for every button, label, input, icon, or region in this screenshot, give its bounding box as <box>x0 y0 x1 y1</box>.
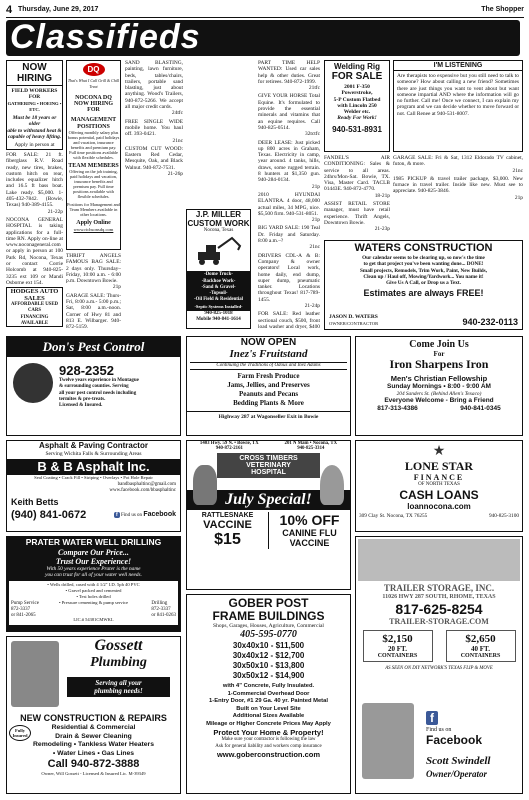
owner-title: Owner/Operator <box>426 769 488 779</box>
gober-title: FRAME BUILDINGS <box>212 609 325 623</box>
pest-phone: 928-2352 <box>59 363 114 378</box>
prater-phone: or 841-0263 <box>151 613 176 619</box>
jp-city: Nocona, Texas <box>203 228 234 233</box>
gober-line: Protect Your Home & Property! <box>213 728 324 738</box>
plumber-photo <box>11 641 59 707</box>
gossett-service: Residential & Commercial <box>51 724 136 731</box>
prater-tagline: Trust Our Experience! <box>55 557 132 566</box>
inez-line: Bedding Plants & More <box>233 399 304 408</box>
container-size: 20 FT. <box>388 645 407 653</box>
trailer-address: 11026 HWY 287 SOUTH, RHOME, TEXAS <box>382 594 496 600</box>
waters-construction-ad <box>324 240 523 330</box>
page-date: Thursday, June 29, 2017 <box>18 6 99 13</box>
gober-phone: 405-595-0770 <box>240 629 297 641</box>
deer-lease-ad: DEER LEASE: Just picked up 800 acres in Graham, Texas. Electricity in camp, year around. 4 tanks, hills, draws, some rugged terrain. 8 hunters at $1,350 gun. 940-284-0134. <box>258 139 320 184</box>
pest-line: Twelve years experience in Montague <box>59 378 139 383</box>
inez-line: Jams, Jellies, and Preserves <box>227 381 310 390</box>
iron-line: For <box>433 350 445 358</box>
parttime-ad: PART TIME HELP WANTED: Used car sales help & other duties. Great for retirees. 940-872-1999. <box>258 60 320 85</box>
iron-phone: 817-313-4386 <box>377 405 418 413</box>
pest-line: all your pest control needs including <box>59 390 137 396</box>
waters-line: Give Us A Call, or Drop us a Text. <box>386 280 461 287</box>
classifieds-banner <box>6 20 520 56</box>
dq-text: Offering on the job training, paid holidays and vacation, insurance benefits and premium pay. Full time positions available with flexible schedules. <box>69 169 118 200</box>
vet-price: $15 <box>214 531 241 548</box>
forsale-ad: FOR SALE: 21 ft. fiberglass R.V. Road ready, new tires, brakes, custom hitch on rear, includes equalizer hitch and 16.5 ft bass boat. Lake ready. $5,000. 1-405-432-7842. (Bowie, Texas) 940-389-4155. <box>6 152 63 209</box>
facebook-icon: f <box>116 512 118 518</box>
gober-post-frame-ad <box>186 594 351 794</box>
column-3-classifieds <box>125 60 183 184</box>
gober-line: Make sure your contractor is following the law <box>221 737 316 743</box>
bb-asphalt-ad <box>6 440 181 532</box>
jp-service: -Backhoe Work- <box>201 278 236 284</box>
iron-line: Come Join Us <box>409 339 469 350</box>
dq-tagline: That's What I Call Grill & Chill Treat <box>67 78 120 90</box>
gober-line: 1-Entry Door, #1 29 Ga. 40 yr. Painted Metal <box>209 698 328 705</box>
jp-phone: 940-825-1018 <box>204 311 233 317</box>
hiring-line: GATHERING • HOEING • ETC. <box>7 100 62 112</box>
container-label: CONTAINERS <box>460 653 501 659</box>
welding-line: Ready For Work! <box>337 115 377 122</box>
dq-url[interactable]: www.richsonsdq.com <box>73 226 114 232</box>
gossett-phone: Call 940-872-3888 <box>47 758 140 770</box>
fb-label: Find us on <box>426 727 452 733</box>
lone-star-finance-ad <box>355 440 523 532</box>
ad-code: 21nc <box>309 244 320 251</box>
ad-code: 21-23p <box>374 226 390 233</box>
prater-text: you can trust for all of your water well needs. <box>45 572 142 579</box>
ad-code: 18-21p <box>374 192 390 199</box>
prater-phone: 872-3337 <box>11 606 31 612</box>
dq-heading: NOCONA DQ <box>75 94 112 101</box>
ad-code: 21tfc <box>308 85 320 92</box>
lonestar-title: LONE STAR <box>404 459 474 473</box>
ad-code: 21p <box>311 217 320 224</box>
dq-heading: TEAM MEMBERS <box>68 163 119 170</box>
lonestar-cash: CASH LOANS <box>399 488 479 503</box>
facebook-icon: f <box>426 711 438 725</box>
ad-code: 21-22p <box>47 208 63 215</box>
trailer-title: TRAILER STORAGE, INC. <box>383 583 495 593</box>
inez-line: Farm Fresh Produce <box>237 372 300 381</box>
hiring-line: Must be 18 years or older <box>12 115 57 128</box>
pest-line: & surrounding counties. Serving <box>59 384 129 390</box>
gossett-tagline: Serving all your <box>95 679 142 687</box>
asphalt-title: Asphalt & Paving Contractor <box>39 441 148 450</box>
welding-line: 5-P Custom Flatbed <box>333 96 381 103</box>
container-photo <box>358 539 520 581</box>
hiring-line: FIELD WORKERS FOR <box>11 88 58 101</box>
asphalt-services: Seal Coating • Crack Fill • Striping • Overlays • Pot Hole Repair <box>34 475 153 481</box>
iron-line: Men's Christian Fellowship <box>390 374 488 383</box>
horse-ad: GIVE YOUR HORSE Total Equine. It's formulated to provide the essential minerals and vitamins that an equine requires. Call 940-825-0514. <box>258 93 320 131</box>
lonestar-phone: 940-825-3100 <box>488 513 519 520</box>
backhoe-icon <box>194 234 244 266</box>
dq-text: Positions for Management and Team Members available in other locations. <box>67 202 120 218</box>
vet-phone: 940-825-3314 <box>297 446 325 451</box>
gossett-headline: NEW CONSTRUCTION & REPAIRS <box>20 713 167 723</box>
jp-title: CUSTOM WORK <box>187 219 250 228</box>
ad-code: 21p <box>514 194 523 201</box>
vet-name: CROSS TIMBERS <box>239 455 298 462</box>
iron-line: Sunday Mornings • 8:00 - 9:00 AM <box>387 383 491 390</box>
hiring-line: Apply in person at <box>14 142 55 149</box>
ad-code: 21-24p <box>304 302 320 309</box>
hodges-line: FINANCING AVAILABLE <box>20 314 49 326</box>
waters-owner-title: OWNER/CONTRACTOR <box>329 320 379 326</box>
vet-offer: RATTLESNAKE <box>201 512 254 519</box>
gossett-service: Drain & Sewer Cleaning <box>55 732 132 740</box>
now-hiring-title: NOW HIRING <box>7 61 62 86</box>
dq-text: Offering monthly salary plus bonus potential, paid holidays and vacation, insurance benefits and premium pay. Full time positions available with flexible schedules. <box>67 130 120 161</box>
column-2-classifieds <box>66 253 121 329</box>
column-1-classifieds <box>6 152 63 284</box>
banner-title: Classifieds <box>10 18 201 56</box>
gossett-service: • Water Lines • Gas Lines <box>52 749 135 757</box>
gober-size: 30x50x10 - $13,800 <box>232 661 305 671</box>
ad-code: 21nc <box>512 167 523 174</box>
pest-title: Don's Pest Control <box>7 337 180 357</box>
jp-service: -Sand & Gravel- <box>201 284 236 290</box>
waters-line: Clean up / Haul off, Mowing/Yardwork... You name it! <box>363 273 484 280</box>
ad-code: 21p <box>112 284 121 291</box>
waters-line: Our calendar seems to be clearing up, so now's the time <box>362 255 485 261</box>
hiring-line: capable of heavy lifting. <box>7 134 62 141</box>
welding-title: Welding Rig <box>333 62 381 71</box>
welding-line: 2001 F-350 <box>344 84 370 90</box>
prater-tagline: Compare Our Price... <box>58 548 129 557</box>
page-header <box>6 4 524 18</box>
asphalt-contact: Keith Betts <box>11 497 59 507</box>
couch-ad: FOR SALE: Red leather sectional couch, $500, front load washer and dryer, $400 <box>258 311 320 330</box>
iron-sharpens-ad <box>355 336 523 436</box>
ad-code: 24tfc <box>171 110 183 117</box>
listening-title: I'M LISTENING <box>394 61 522 71</box>
gober-line: Ask for general liability and workers comp insurance <box>215 743 322 749</box>
dq-heading: POSITIONS <box>77 123 110 130</box>
yard-sale-ad: BIG YARD SALE: 190 Teal Dr. Friday and Saturday. 8:00 a.m.–? <box>258 225 320 245</box>
page-number: 4 <box>6 4 13 16</box>
gossett-plumbing-ad <box>6 636 181 794</box>
pest-line: termites & pre-treats. <box>59 396 106 402</box>
column-3-spacer <box>125 186 183 216</box>
hodges-auto-ad <box>6 287 63 327</box>
lonestar-url[interactable]: loannocona.com <box>407 502 471 512</box>
gober-title: GOBER POST <box>228 596 309 610</box>
trailer-url[interactable]: TRAILER-STORAGE.COM <box>389 617 489 626</box>
welding-line: Welder etc. <box>343 109 371 116</box>
ad-code: 21p <box>311 183 320 190</box>
prater-bullet: • Pressure cementing & pump service <box>58 600 129 606</box>
gober-line: Additional Sizes Available <box>232 713 305 720</box>
vet-discount: 10% OFF <box>279 512 340 528</box>
vet-offer: VACCINE <box>203 519 252 531</box>
iron-phone: 940-841-0345 <box>460 405 501 413</box>
vet-name: VETERINARY <box>246 462 291 469</box>
lonestar-sub: OF NORTH TEXAS <box>418 482 460 487</box>
iron-line: 204 Sanders St. (Behind Allen's Texaco) <box>396 391 482 397</box>
gober-url[interactable]: www.goberconstruction.com <box>216 749 321 759</box>
lonestar-sub: FINANCE <box>413 473 465 482</box>
jp-phone: Mobile 940-841-1614 <box>196 317 241 323</box>
vet-offer: VACCINE <box>289 538 330 548</box>
ad-code: 21nc <box>172 137 183 144</box>
column-6-classifieds <box>324 155 390 237</box>
drivers-ad: DRIVERS CDL-A & B: Company & owner operators! Local work, home daily, end dump, super dump, pneumatic tanker. Locations throughout Texas! 817-789-1455. <box>258 252 320 303</box>
fb-label: Facebook <box>143 511 176 518</box>
star-icon: ★ <box>432 444 446 459</box>
asphalt-fb-url[interactable]: www.facebook.com/bbasphaltinc <box>109 487 176 493</box>
waters-owner: JASON D. WATERS <box>329 313 378 320</box>
gober-line: Mileage or Higher Concrete Prices May Apply <box>206 720 331 727</box>
gober-line: 1-Commercial Overhead Door <box>227 690 310 697</box>
cat-icon <box>320 465 344 505</box>
prater-service: Pump Service <box>11 600 39 606</box>
asphalt-phone: (940) 841-0672 <box>11 509 87 521</box>
hodges-title: HODGES AUTO SALES <box>10 288 59 302</box>
pest-line: Licensed & Insured. <box>59 403 103 409</box>
waters-title: WATERS CONSTRUCTION <box>354 242 493 254</box>
gossett-license: Owner, Will Gossett - Licensed & Insured Lic. M-39349 <box>41 771 146 776</box>
vet-name: HOSPITAL <box>251 469 286 476</box>
asphalt-sub: Serving Wichita Falls & Surrounding Areas <box>45 451 142 457</box>
container-size: 40 FT. <box>471 645 490 653</box>
container-label: CONTAINERS <box>377 653 418 659</box>
vet-offer: CANINE FLU <box>282 528 337 538</box>
welding-line: Powerstroke, <box>341 90 373 97</box>
garage-ad: GARAGE SALE: Thurs-Fri, 8:00 a.m.- 5:00 p.m.; Sat, 8:00 a.m.-noon. Corner of Hwy 81 and 813 E. Wilbarger. 940-872-5159. <box>66 292 121 329</box>
dq-heading: MANAGEMENT <box>70 117 117 124</box>
nocona-dq-ad <box>66 60 121 250</box>
owner-name: Scott Swindell <box>426 755 491 767</box>
iron-line: Everyone Welcome - Bring a Friend <box>384 397 494 405</box>
sandblasting-ad: SAND BLASTING, painting, lawn furniture, beds, tables/chairs, trailers, portable sand blasting, just about anything. Wood's Trailers, 940-872-5266. We accept all major credit cards. <box>125 60 183 111</box>
jp-title: J.P. MILLER <box>195 210 242 219</box>
jp-service: -Topsoil- <box>209 291 228 297</box>
ad-code: 32tctfc <box>305 131 320 138</box>
gossett-title: Gossett <box>94 637 143 654</box>
hiring-line <box>7 149 62 150</box>
prater-title: PRATER WATER WELL DRILLING <box>25 537 162 547</box>
pickup-ad: 1985 PICKUP & travel trailer package, $3,000. New furnace in travel trailer. Inside like new. Must see to appreciate. 940-825-3846. <box>393 175 523 195</box>
owner-photo <box>362 703 414 779</box>
garage-sale-ad: GARAGE SALE: Fri & Sat, 1312 Eldorado TV cabinet, futon, & more. <box>393 155 523 168</box>
fandel-ad: FANDEL'S AIR CONDITIONING: Sales & service to all areas. 24hrs/Mon-Sat. Bowie, TX. Visa, Master Card. TACLB 01443E. 940-872-4770. <box>324 155 390 193</box>
gossett-title: Plumbing <box>90 655 147 670</box>
vet-phone: 940-872-2161 <box>215 446 243 451</box>
custom-wood-ad: CUSTOM CUT WOOD: Eastern Red Cedar, Mesquite, Oak, and Black Walnut. 940-872-7531. <box>125 145 183 171</box>
inez-sub: Continuing the Traditions of Odous and Inez Adams <box>190 362 347 370</box>
trailer-seen-on: AS SEEN ON DIY NETWORK'S TEXAS FLIP & MOVE <box>385 666 493 671</box>
gober-size: 30x40x12 - $12,700 <box>232 651 305 661</box>
inez-open: NOW OPEN <box>240 337 297 348</box>
fb-label: Facebook <box>426 733 483 748</box>
inez-title: Inez's Fruitstand <box>229 348 308 360</box>
dog-icon <box>193 465 217 505</box>
welding-title: FOR SALE <box>331 71 383 82</box>
inez-fruitstand-ad <box>186 336 351 436</box>
dq-heading: NOW HIRING FOR <box>73 100 114 114</box>
ad-code: 21-26p <box>167 171 183 178</box>
iron-title: Iron Sharpens Iron <box>389 357 489 371</box>
dons-pest-ad <box>6 336 181 436</box>
dq-logo: DQ <box>83 63 105 76</box>
nocona-hospital-ad: NOCONA GENERAL HOSPITAL is taking applications for a full-time RN. Apply on-line at www.noconageneral.com or apply in person at 100 Park Rd, Nocona, Texas or contact Corrie Holcomb at 940-825-3235 ext 109 or Mandi Osborne ext 154. <box>6 216 63 284</box>
now-hiring-ad <box>6 60 63 150</box>
mobile-home-ad: FREE SINGLE WIDE mobile home. You haul off. 393-0421. <box>125 118 183 138</box>
gober-size: 30x50x12 - $14,900 <box>232 671 305 681</box>
gober-size: 30x40x10 - $11,500 <box>232 641 305 651</box>
prater-bullet: • Gravel packed and cemented <box>65 587 122 593</box>
dq-heading: Apply Online <box>76 220 111 227</box>
trailer-phone: 817-625-8254 <box>395 601 483 617</box>
listening-text: Are therapists too expensive but you still need to talk to someone? How about calling a new friend? Sometimes there are just things you want to vent about but want someone impartial AND where the information will go no further. Call me! Once we connect, I can explain my program and we can decide whether to move forward or not. Call Renee at 940-531-8007. <box>397 73 519 117</box>
cross-timbers-vet-ad <box>186 440 351 590</box>
asphalt-email[interactable]: bandbasphaltinc@gmail.com <box>117 481 176 487</box>
asphalt-logo: B & B Asphalt Inc. <box>7 459 180 475</box>
insured-badge: Fully Insured <box>9 725 31 741</box>
hyundai-ad: 2010 HYUNDAI ELANTRA. 4 door, 48,000 actual miles, 34 MPG, nice. $5,500 firm. 940-531-8051. <box>258 191 320 217</box>
welding-line: with Lincoln 250 <box>337 102 377 109</box>
listening-ad <box>393 60 523 152</box>
inez-location: Highway 287 at Wagonseller Exit in Bowie <box>187 411 350 420</box>
container-price: $2,150 <box>382 633 413 645</box>
waters-phone: 940-232-0113 <box>462 317 518 327</box>
waters-line: Small projects, Remodels, Trim Work, Paint, New Builds, <box>360 267 487 274</box>
column-7-classifieds <box>393 155 523 237</box>
paper-name: The Shopper <box>481 6 524 13</box>
prater-phone: 872-3337 <box>151 606 171 612</box>
waters-estimates: Estimates are always FREE! <box>363 288 484 299</box>
gober-line: Built on Your Level Site <box>236 705 301 712</box>
prater-text: With 50 years experience Prater is the name <box>46 566 141 572</box>
vet-address: 201 N Main • Nocona, TX <box>284 441 338 446</box>
jp-service: -Dome Truck- <box>204 272 233 278</box>
vet-address: 1403 Hwy. 59 N. • Bowie, TX <box>199 441 259 446</box>
trailer-storage-ad <box>355 536 523 794</box>
waters-line: to get that project you've been wanting done... DONE! <box>363 261 484 268</box>
container-price: $2,650 <box>465 633 496 645</box>
jp-service: -Septic Systems Installed- <box>194 303 243 309</box>
prater-phone: or 841-2065 <box>11 613 36 619</box>
prater-water-well-ad <box>6 536 181 632</box>
hiring-line: able to withstand heat & <box>7 127 62 134</box>
prater-bullet: • Wells drilled, cased with 4 1/2" I.D. 5ph 40 PVC <box>47 581 140 587</box>
fb-label: Find us on <box>120 513 143 518</box>
gober-line: with 4" Concrete, Fully Insulated. <box>222 683 315 690</box>
prater-service: Drilling <box>151 600 168 606</box>
gossett-tagline: plumbing needs! <box>94 687 143 695</box>
bug-icon <box>13 363 53 403</box>
vet-special: July Special! <box>187 490 350 510</box>
jp-miller-ad <box>186 209 251 329</box>
thrift-ad: THRIFT ANGELS FAMOUS BAG SALE: 2 days only. Thursday–Friday, 10:00 a.m. - 6:00 p.m. Downtown Bowie. <box>66 253 121 285</box>
welding-phone: 940-531-8931 <box>332 124 382 134</box>
jp-service: -Oil Field & Residential <box>194 297 243 303</box>
gossett-service: Remodeling • Tankless Water Heaters <box>33 741 154 748</box>
gober-sub: Shops, Garages, Houses, Agriculture, Commercial <box>213 623 324 629</box>
facebook-badge[interactable] <box>426 709 482 747</box>
assist-retail-ad: ASSIST RETAIL STORE manager, must have retail experience. Thrift Angels, Downtown Bowie. <box>324 201 390 226</box>
welding-rig-ad <box>324 60 390 152</box>
prater-bullet: • Test holes drilled <box>76 594 111 600</box>
lonestar-address: 309 Clay St. Nocona, TX 76255 <box>359 513 428 520</box>
inez-line: Peanuts and Pecans <box>238 390 299 399</box>
column-4-classifieds <box>258 60 320 330</box>
facebook-badge[interactable] <box>114 511 176 518</box>
prater-license: LIC.# 54381CMWKL <box>73 617 114 623</box>
hodges-line: AFFORDABLE USED CARS <box>10 302 59 314</box>
